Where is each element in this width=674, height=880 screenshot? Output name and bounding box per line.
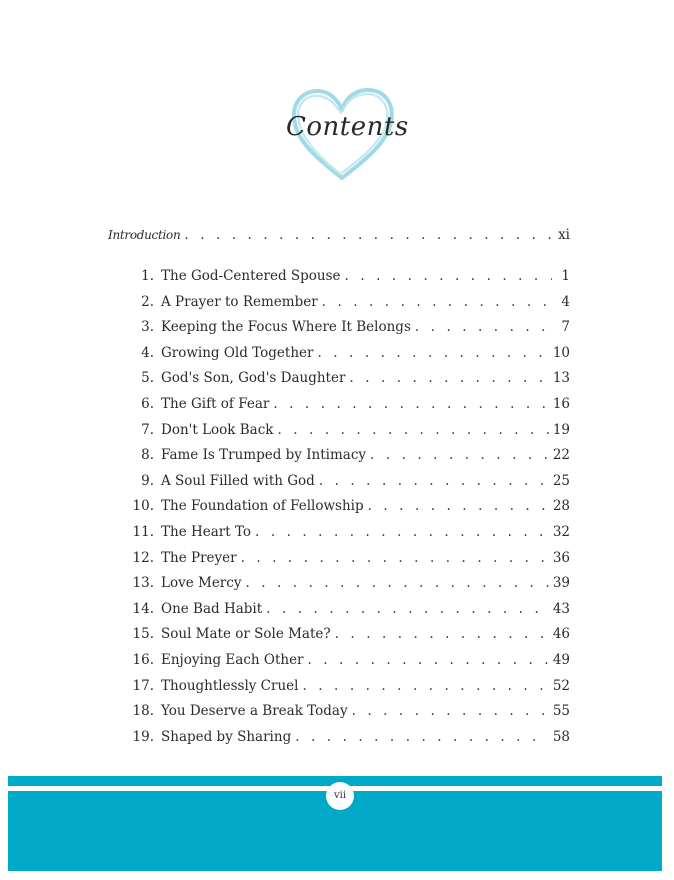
toc-entry-number: 14. [132,600,154,617]
toc-entry[interactable] [128,727,570,747]
toc-entry[interactable] [128,343,570,363]
toc-entry-page: 32 [552,524,570,540]
dot-leader [295,727,549,747]
toc-entry-title: Shaped by Sharing [161,728,292,745]
dot-leader [322,292,552,312]
toc-entry[interactable] [128,292,570,312]
toc-entry-title: A Soul Filled with God [161,472,315,489]
toc-entry-number: 16. [132,652,154,668]
toc-entry[interactable] [128,394,570,414]
toc-entry-number: 11. [132,524,154,540]
dot-leader [317,343,548,363]
toc-entry-number: 19. [132,728,154,745]
dot-leader [352,701,549,721]
toc-entry[interactable] [128,266,570,286]
toc-entry-title: Soul Mate or Sole Mate? [161,626,331,643]
toc-entry[interactable] [128,701,570,721]
toc-entry-title: You Deserve a Break Today [161,703,348,720]
dot-leader [345,266,552,286]
toc-entry-number: 18. [132,703,154,720]
toc-entry-number: 12. [132,549,154,566]
toc-entry-number: 5. [141,370,154,387]
toc-entry[interactable] [128,496,570,516]
toc-entry-number: 2. [141,293,154,310]
toc-entry-number: 4. [141,344,154,361]
toc-entry-title: Love Mercy [161,575,242,592]
toc-intro-row[interactable] [108,225,570,245]
dot-leader [335,624,549,644]
toc-entry-number: 6. [141,396,154,412]
toc-entry[interactable] [128,676,570,696]
toc-entry-number: 17. [132,677,154,694]
toc-intro-page: xi [558,227,570,243]
toc-entry-number: 8. [141,447,154,464]
toc-entry-page: 39 [552,575,570,592]
dot-leader [368,496,549,516]
dot-leader [184,225,552,245]
toc-entry-title: God's Son, God's Daughter [161,370,346,387]
toc-entry-number: 1. [141,268,154,284]
toc-entry[interactable] [128,522,570,542]
toc-entry-page: 46 [552,626,570,643]
toc-entry-page: 22 [552,447,570,464]
toc-entry[interactable] [128,368,570,388]
toc-entry-page: 7 [561,319,570,336]
toc-entry-page: 49 [552,652,570,668]
toc-entry-page: 28 [552,498,570,515]
toc-entry-title: Thoughtlessly Cruel [161,677,299,694]
toc-entry-page: 25 [552,472,570,489]
toc-entry-title: Fame Is Trumped by Intimacy [161,447,367,464]
toc-intro-label: Introduction [108,228,181,242]
toc-entry-page: 4 [561,293,570,310]
toc-entry-number: 15. [132,626,154,643]
toc-entry-number: 7. [141,421,154,438]
dot-leader [273,394,548,414]
dot-leader [370,445,549,465]
toc-entry-number: 9. [141,472,154,489]
toc-entry[interactable] [128,317,570,337]
toc-entry-number: 3. [141,319,154,336]
toc-entry[interactable] [128,548,570,568]
toc-entry-title: Keeping the Focus Where It Belongs [161,319,411,336]
toc-entry-page: 19 [552,421,570,438]
dot-leader [349,368,548,388]
toc-entry-page: 13 [552,370,570,387]
toc-entry-number: 13. [132,575,154,592]
toc-entry-page: 10 [552,344,570,361]
toc-entry[interactable] [128,471,570,491]
page-number: vii [326,782,354,810]
toc-entry-page: 52 [552,677,570,694]
toc-entry[interactable] [128,573,570,593]
toc-entry-title: The Gift of Fear [161,396,270,412]
toc-entry-title: The Foundation of Fellowship [161,498,364,515]
page-title: Contents [286,112,409,142]
dot-leader [241,548,549,568]
toc-entry-page: 16 [552,396,570,412]
dot-leader [277,420,548,440]
dot-leader [308,650,549,670]
toc-entry[interactable] [128,599,570,619]
toc-entry-title: Don't Look Back [161,421,274,438]
dot-leader [319,471,549,491]
toc-entry-title: Enjoying Each Other [161,652,304,668]
contents-heading [286,82,409,186]
toc-entry[interactable] [128,624,570,644]
toc-entry-page: 55 [552,703,570,720]
toc-entry-page: 1 [561,268,570,284]
toc-entry-number: 10. [132,498,154,515]
toc-entry-title: A Prayer to Remember [161,293,318,310]
toc-entry-title: The Heart To [161,524,252,540]
toc-entry-page: 36 [552,549,570,566]
toc-entry[interactable] [128,420,570,440]
toc-entry[interactable] [128,650,570,670]
dot-leader [302,676,548,696]
toc-entry-page: 43 [552,600,570,617]
toc-entry-title: The Preyer [161,549,237,566]
toc-entry[interactable] [128,445,570,465]
dot-leader [266,599,549,619]
toc-entry-title: One Bad Habit [161,600,263,617]
dot-leader [245,573,548,593]
dot-leader [255,522,549,542]
dot-leader [415,317,552,337]
toc-entry-title: Growing Old Together [161,344,314,361]
toc-entry-title: The God-Centered Spouse [161,268,341,284]
toc-entry-page: 58 [552,728,570,745]
